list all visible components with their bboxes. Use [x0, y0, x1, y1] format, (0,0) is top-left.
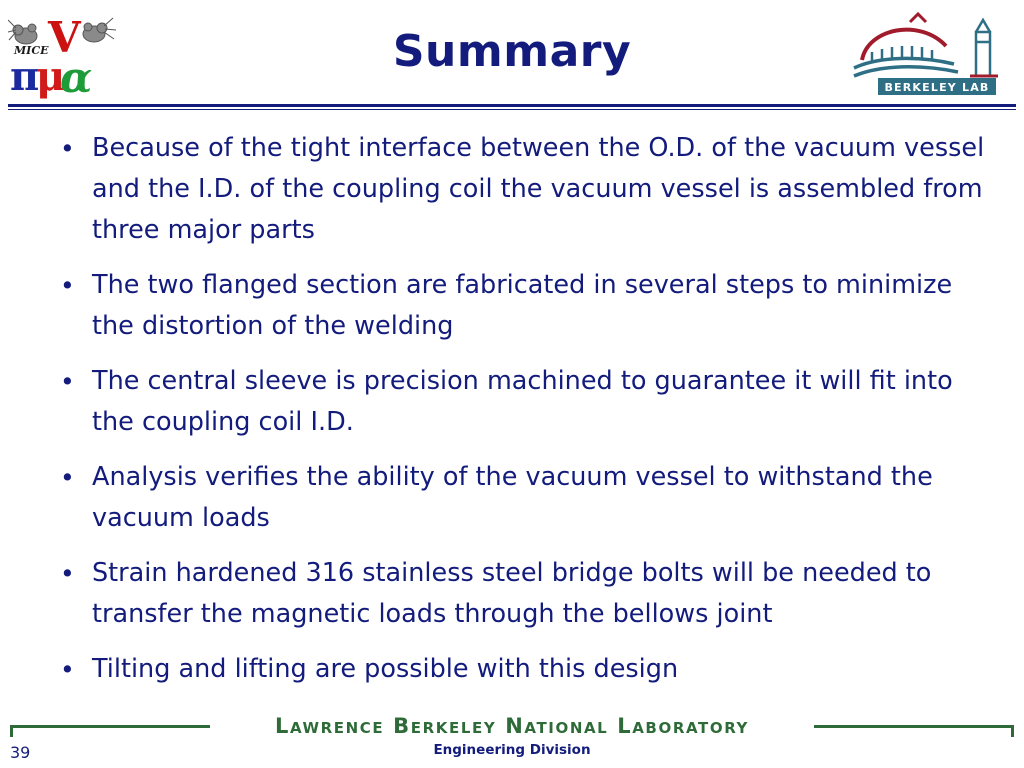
- svg-text:π: π: [10, 53, 40, 100]
- header-divider-thin: [8, 109, 1016, 110]
- bullet-marker: •: [60, 134, 75, 163]
- bullet-marker: •: [60, 559, 75, 588]
- bullet-marker: •: [60, 655, 75, 684]
- list-item: [60, 457, 990, 539]
- footer-division: Engineering Division: [433, 742, 591, 758]
- bullet-list: [60, 128, 990, 704]
- list-item-text: The two flanged section are fabricated in several steps to minimize the distortion of the welding: [92, 270, 953, 341]
- list-item: [60, 265, 990, 347]
- footer-lab-name: Lawrence Berkeley National Laboratory: [275, 714, 749, 738]
- list-item: [60, 128, 990, 251]
- svg-text:BERKELEY LAB: BERKELEY LAB: [884, 81, 990, 94]
- header-divider: [8, 104, 1016, 107]
- list-item-text: Tilting and lifting are possible with this design: [92, 654, 679, 684]
- list-item: [60, 649, 990, 690]
- svg-text:V: V: [48, 13, 81, 62]
- list-item-text: Strain hardened 316 stainless steel bridge bolts will be needed to transfer the magnetic loads through the bellows joint: [92, 558, 932, 629]
- svg-text:α: α: [60, 53, 93, 100]
- list-item-text: Because of the tight interface between the O.D. of the vacuum vessel and the I.D. of the coupling coil the vacuum vessel is assembled from three major parts: [92, 133, 985, 245]
- slide-footer: [0, 713, 1024, 768]
- page-title: Summary: [392, 26, 632, 77]
- slide-header: [0, 0, 1024, 112]
- bullet-marker: •: [60, 463, 75, 492]
- slide-number: 39: [10, 743, 31, 762]
- list-item: [60, 553, 990, 635]
- svg-text:μ: μ: [36, 53, 66, 100]
- bullet-marker: •: [60, 367, 75, 396]
- list-item: [60, 361, 990, 443]
- bullet-marker: •: [60, 271, 75, 300]
- list-item-text: Analysis verifies the ability of the vacuum vessel to withstand the vacuum loads: [92, 462, 933, 533]
- svg-text:MICE: MICE: [14, 44, 49, 57]
- berkeley-lab-logo: [850, 12, 1010, 104]
- list-item-text: The central sleeve is precision machined to guarantee it will fit into the coupling coil I.D.: [92, 366, 953, 437]
